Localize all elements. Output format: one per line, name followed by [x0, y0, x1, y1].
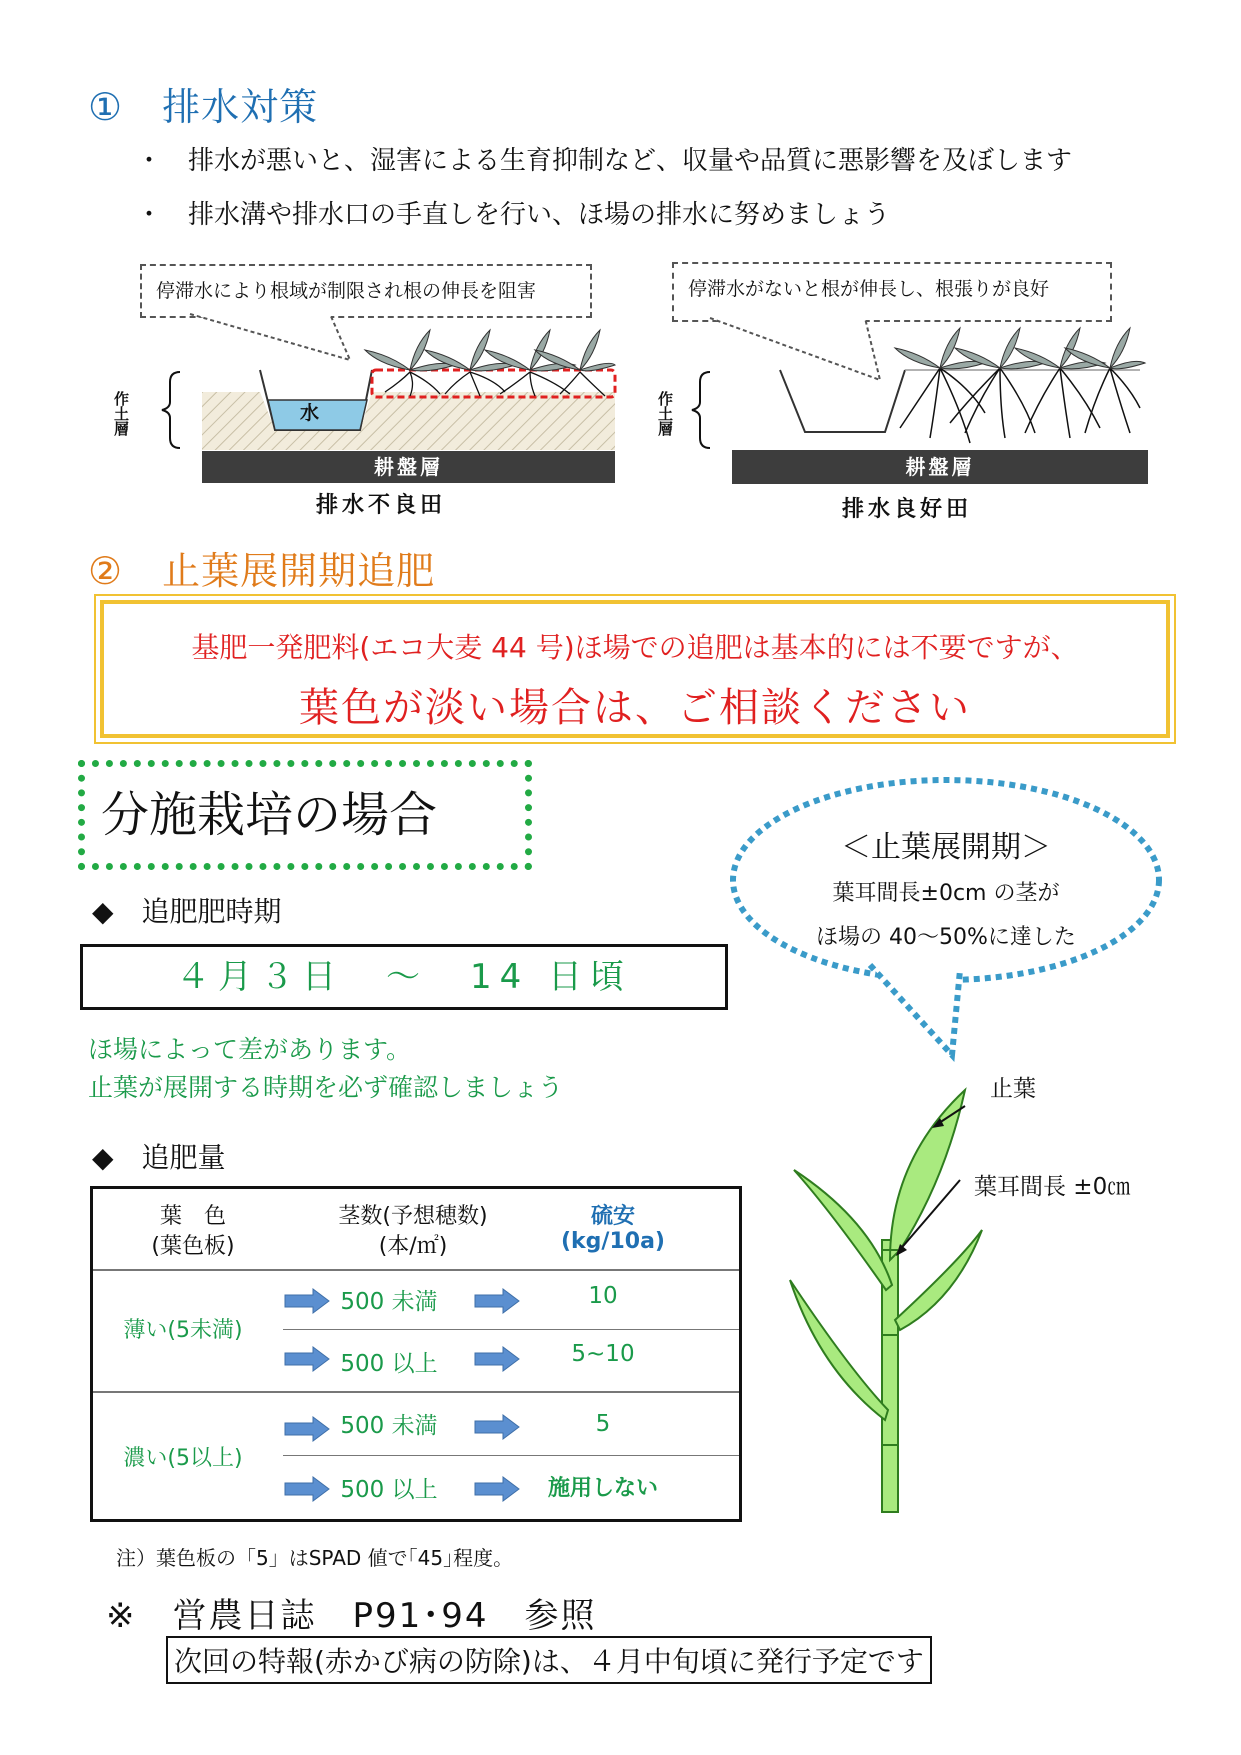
arrow-icon	[283, 1475, 331, 1503]
note-line-1: ほ場によって差があります。	[88, 1035, 412, 1064]
arrow-icon	[283, 1415, 331, 1443]
bullet-1: ・ 排水が悪いと、湿害による生育抑制など、収量や品質に悪影響を及ぼします	[136, 146, 1073, 176]
split-title: 分施栽培の場合	[78, 760, 532, 870]
caption-good: 排水良好田	[842, 497, 973, 522]
color-dark: 濃い(5以上)	[123, 1446, 243, 1471]
header-fert-1: 硫安	[590, 1204, 635, 1229]
color-thin: 薄い(5未満)	[123, 1318, 243, 1343]
notice-line-1: 基肥一発肥料(エコ大麦 44 号)ほ場での追肥は基本的には不要ですが、	[191, 631, 1079, 664]
header-color-1: 葉 色	[159, 1204, 226, 1229]
header-fert-2: (kg/10a)	[561, 1229, 665, 1254]
row-divider	[283, 1455, 739, 1456]
bubble-line-1: 葉耳間長±0cm の茎が	[832, 881, 1060, 906]
amount-cell: 5	[595, 1411, 611, 1437]
callout-bad: 停滞水により根域が制限され根の伸長を阻害	[140, 264, 592, 318]
table-header	[93, 1189, 739, 1271]
header-stems-1: 茎数(予想穂数)	[338, 1204, 488, 1229]
header-color-2: (葉色板)	[151, 1234, 235, 1259]
stems-cell: 500 以上	[340, 1351, 438, 1377]
notice-line-2: 葉色が淡い場合は、ご相談ください	[299, 685, 971, 731]
notice-box	[100, 600, 1170, 738]
section1-title: ① 排水対策	[88, 85, 319, 129]
layer-label-bad: 作土層	[114, 390, 130, 438]
hardpan-good: 耕盤層	[732, 450, 1148, 484]
stems-cell: 500 以上	[340, 1477, 438, 1503]
section2-title: ② 止葉展開期追肥	[88, 549, 436, 593]
bullet-2: ・ 排水溝や排水口の手直しを行い、ほ場の排水に努めましょう	[136, 200, 891, 230]
table-group-dark	[93, 1393, 739, 1519]
note-line-2: 止葉が展開する時期を必ず確認しましょう	[88, 1073, 564, 1102]
amount-table	[90, 1186, 742, 1522]
water-label: 水	[300, 402, 320, 424]
label-flag-leaf: 止葉	[990, 1076, 1036, 1102]
amount-heading: ◆ 追肥量	[92, 1141, 226, 1174]
arrow-icon	[283, 1345, 331, 1373]
callout-good: 停滞水がないと根が伸長し、根張りが良好	[672, 262, 1112, 322]
stems-cell: 500 未満	[340, 1289, 438, 1315]
amount-cell: 10	[588, 1283, 618, 1309]
footnote: 注）葉色板の「5」はSPAD 値で｢45｣程度。	[116, 1546, 514, 1570]
layer-label-good: 作土層	[658, 390, 674, 438]
header-stems-2: (本/㎡)	[378, 1234, 448, 1259]
row-divider	[283, 1329, 739, 1330]
bubble-title: ＜止葉展開期＞	[841, 830, 1051, 865]
arrow-icon	[473, 1345, 521, 1373]
date-range: ４月３日 ～ 14 日頃	[80, 944, 728, 1010]
reference: ※ 営農日誌 P91･94 参照	[106, 1596, 597, 1636]
next-issue: 次回の特報(赤かび病の防除)は、４月中旬頃に発行予定です	[166, 1636, 932, 1684]
amount-cell: 施用しない	[547, 1476, 658, 1501]
bubble-line-2: ほ場の 40～50%に達した	[816, 925, 1076, 950]
label-auricle-distance: 葉耳間長 ±0㎝	[974, 1174, 1131, 1200]
wheat-plant-illustration	[750, 1070, 1080, 1520]
arrow-icon	[473, 1287, 521, 1315]
stems-cell: 500 未満	[340, 1413, 438, 1439]
hardpan-bad: 耕盤層	[202, 451, 615, 483]
caption-bad: 排水不良田	[316, 493, 447, 518]
arrow-icon	[473, 1475, 521, 1503]
arrow-icon	[283, 1287, 331, 1315]
timing-heading: ◆ 追肥肥時期	[92, 895, 282, 928]
amount-cell: 5~10	[571, 1341, 635, 1367]
arrow-icon	[473, 1413, 521, 1441]
table-group-thin	[93, 1269, 739, 1393]
